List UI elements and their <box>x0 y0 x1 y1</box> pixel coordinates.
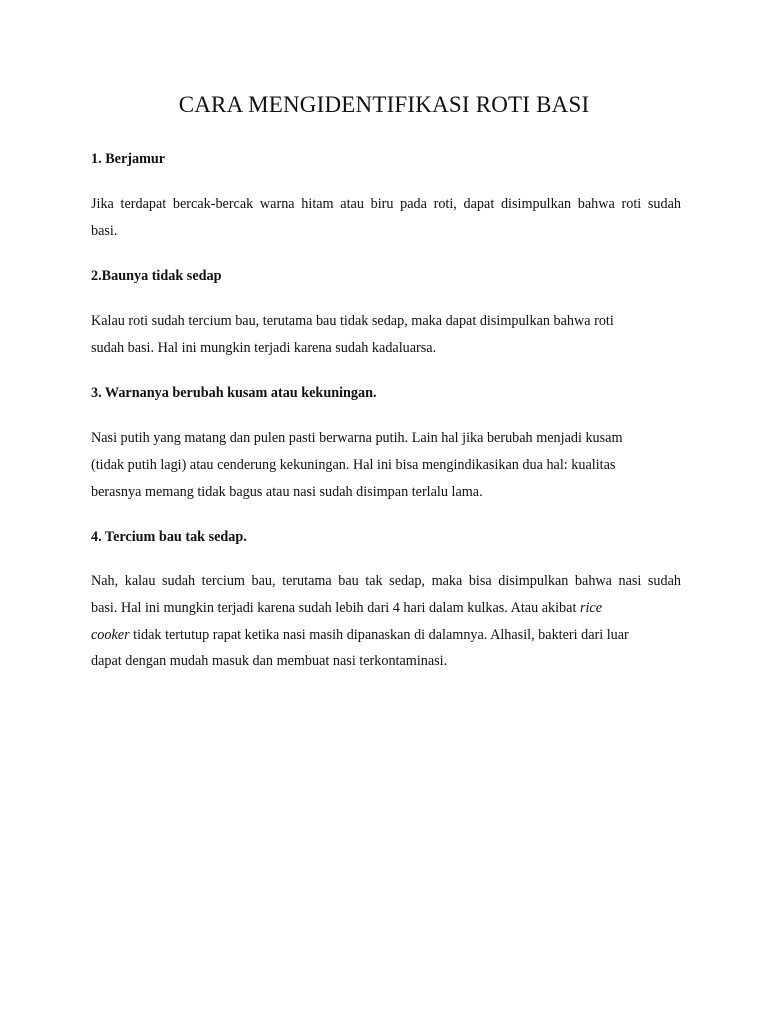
section-paragraph-3 <box>91 425 681 505</box>
paragraph-line: Nasi putih yang matang dan pulen pasti berwarna putih. Lain hal jika berubah menjadi kusam <box>91 430 623 446</box>
paragraph-line <box>91 622 681 649</box>
italic-term-rice: rice <box>579 599 603 616</box>
italic-term-cooker: cooker <box>91 626 130 643</box>
section-heading-2: 2.Baunya tidak sedap <box>91 268 222 284</box>
section-heading-1: 1. Berjamur <box>91 151 166 167</box>
paragraph-line: basi. <box>91 222 118 239</box>
section-paragraph-4 <box>91 568 681 675</box>
paragraph-text: basi. Hal ini mungkin terjadi karena sudah lebih dari 4 hari dalam kulkas. Atau akibat <box>91 599 577 616</box>
paragraph-line: dapat dengan mudah masuk dan membuat nasi terkontaminasi. <box>91 653 448 670</box>
paragraph-line: Kalau roti sudah tercium bau, terutama bau tidak sedap, maka dapat disimpulkan bahwa roti <box>91 313 614 329</box>
paragraph-text: tidak tertutup rapat ketika nasi masih dipanaskan di dalamnya. Alhasil, bakteri dari luar <box>133 626 629 643</box>
section-paragraph-2 <box>91 308 681 362</box>
paragraph-line <box>91 595 681 622</box>
paragraph-line: Jika terdapat bercak-bercak warna hitam atau biru pada roti, dapat disimpulkan bahwa roti sudah <box>91 196 681 212</box>
section-paragraph-1 <box>91 191 681 245</box>
section-heading-4: 4. Tercium bau tak sedap. <box>91 529 247 545</box>
document-title: CARA MENGIDENTIFIKASI ROTI BASI <box>178 92 590 117</box>
paragraph-line: berasnya memang tidak bagus atau nasi sudah disimpan terlalu lama. <box>91 483 483 500</box>
section-heading-3: 3. Warnanya berubah kusam atau kekuningan. <box>91 385 377 401</box>
paragraph-line: Nah, kalau sudah tercium bau, terutama bau tak sedap, maka bisa disimpulkan bahwa nasi sudah <box>91 573 681 589</box>
paragraph-line: sudah basi. Hal ini mungkin terjadi karena sudah kadaluarsa. <box>91 339 437 356</box>
paragraph-line: (tidak putih lagi) atau cenderung kekuningan. Hal ini bisa mengindikasikan dua hal: kualitas <box>91 456 616 473</box>
